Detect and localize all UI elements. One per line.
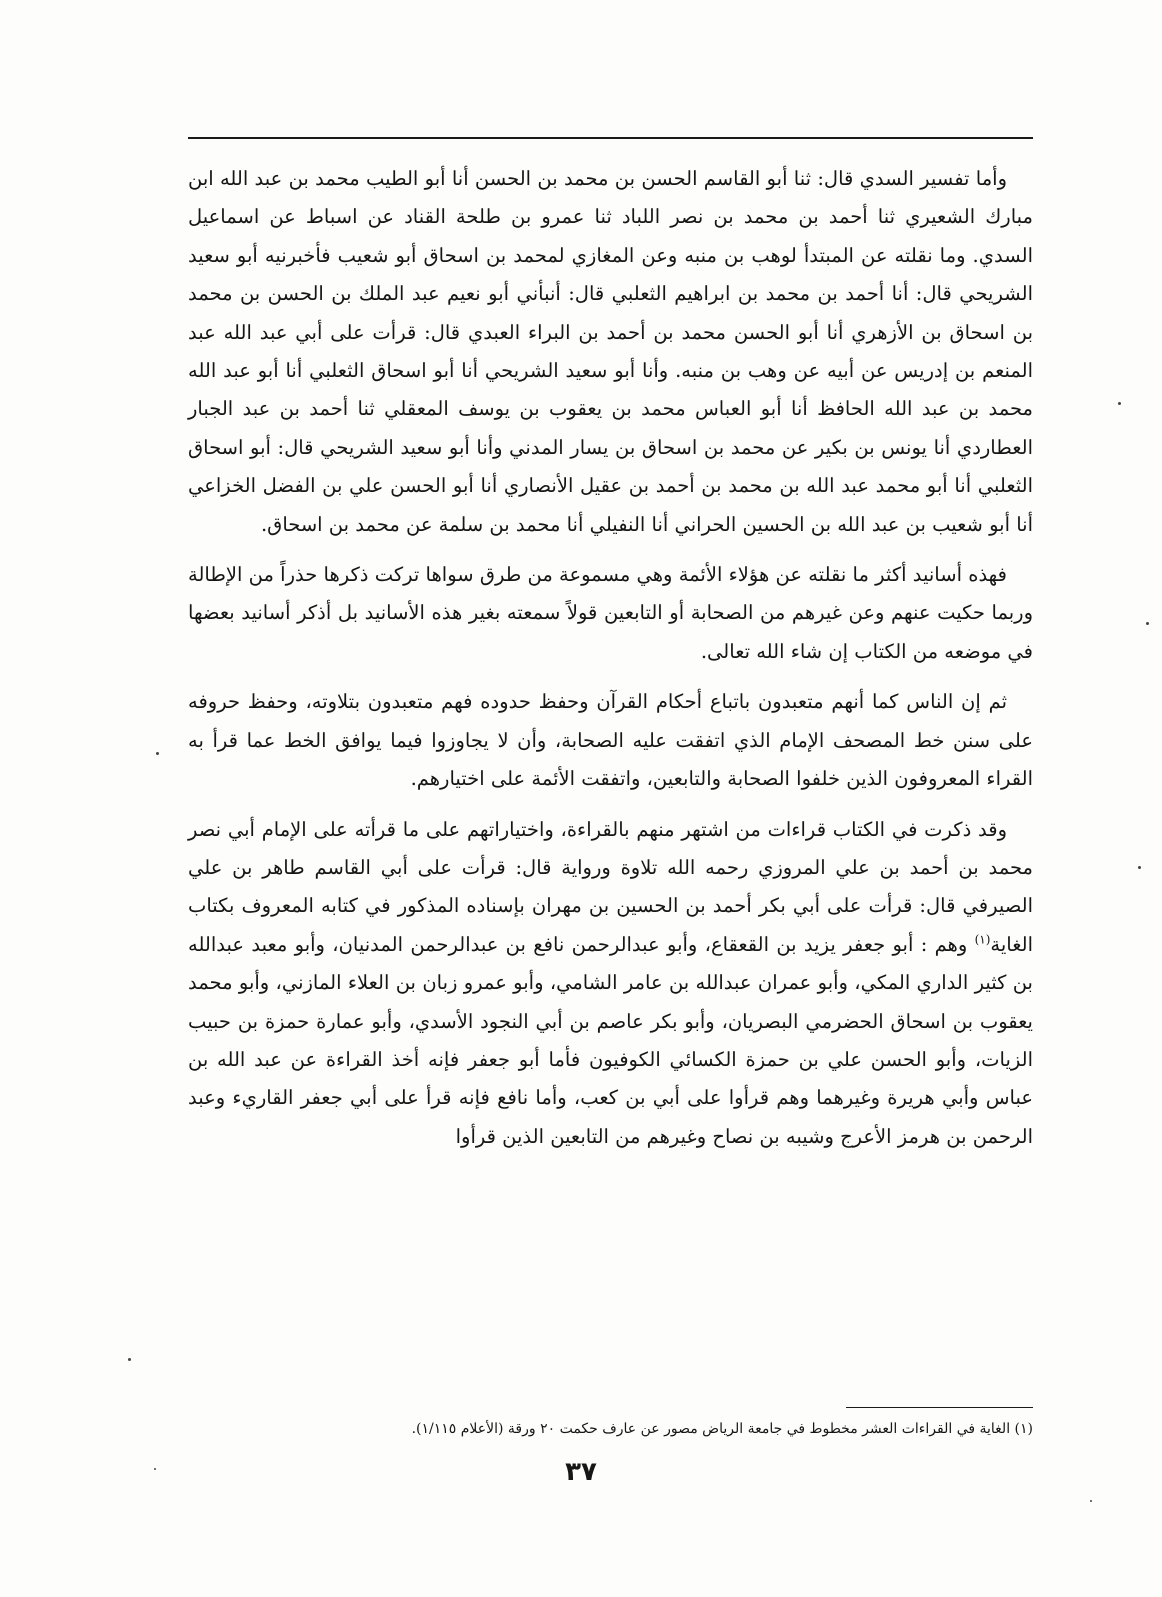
- main-text: [188, 160, 1033, 1156]
- header-rule: [188, 137, 1033, 139]
- page-number: ٣٧: [565, 1457, 597, 1487]
- scan-speck: [1090, 1500, 1092, 1502]
- scan-speck: [1118, 402, 1121, 405]
- paragraph-isnad-suddi: وأما تفسير السدي قال: ثنا أبو القاسم الحسن بن محمد بن الحسن أنا أبو الطيب محمد بن عبد الله ابن مبارك الشعيري ثنا أحمد بن محمد بن نصر اللباد ثنا عمرو بن طلحة القناد عن اسباط عن اسماعيل السدي. وما نقلته عن المبتدأ لوهب بن منبه وعن المغازي لمحمد بن اسحاق أبو شعيب فأخبرنيه أبو سعيد الشريحي قال: أنا أحمد بن محمد بن ابراهيم الثعلبي قال: أنبأني أبو نعيم عبد الملك بن الحسن بن محمد بن اسحاق بن الأزهري أنا أبو الحسن محمد بن أحمد بن البراء العبدي قال: قرأت على أبي عبد الله عبد المنعم بن إدريس عن أبيه عن وهب بن منبه. وأنا أبو سعيد الشريحي أنا أبو اسحاق الثعلبي أنا أبو عبد الله محمد بن عبد الله الحافظ أنا أبو العباس محمد بن يعقوب بن يوسف المعقلي ثنا أحمد بن عبد الجبار العطاردي أنا يونس بن بكير عن محمد بن اسحاق بن يسار المدني وأنا أبو سعيد الشريحي قال: أبو اسحاق الثعلبي أنا أبو محمد عبد الله بن محمد بن أحمد بن عقيل الأنصاري أنا أبو الحسن علي بن الفضل الخزاعي أنا أبو شعيب بن عبد الله بن الحسين الحراني أنا النفيلي أنا محمد بن سلمة عن محمد بن اسحاق.: [188, 167, 1033, 536]
- scan-speck: [156, 752, 159, 755]
- paragraph-qiraat: [188, 811, 1033, 1157]
- paragraph-qiraat-text: وقد ذكرت في الكتاب قراءات من اشتهر منهم بالقراءة، واختياراتهم على ما قرأته على الإمام أبي نصر محمد بن أحمد بن علي المروزي رحمه الله تلاوة ورواية قال: قرأت على أبي القاسم طاهر بن علي الصيرفي قال: قرأت على أبي بكر أحمد بن الحسين بن مهران بإسناده المذكور في كتابه المعروف بكتاب الغاية: [188, 817, 1033, 956]
- paragraph-asanid: فهذه أسانيد أكثر ما نقلته عن هؤلاء الأئمة وهي مسموعة من طرق سواها تركت ذكرها حذراً من الإطالة وربما حكيت عنهم وعن غيرهم من الصحابة أو التابعين قولاً سمعته بغير هذه الأسانيد بل أذكر أسانيد بعضها في موضعه من الكتاب إن شاء الله تعالى.: [188, 563, 1033, 663]
- footnote-rule: [846, 1407, 1033, 1408]
- scan-speck: [1146, 622, 1149, 625]
- footnote: (١) الغاية في القراءات العشر مخطوط في جامعة الرياض مصور عن عارف حكمت ٢٠ ورقة (الأعلام ١/١١٥).: [411, 1421, 1033, 1437]
- paragraph-qiraat-text-continued: وهم : أبو جعفر يزيد بن القعقاع، وأبو عبدالرحمن نافع بن عبدالرحمن المدنيان، وأبو معبد عبدالله بن كثير الداري المكي، وأبو عمران عبدالله بن عامر الشامي، وأبو عمرو زبان بن العلاء المازني، وأبو محمد يعقوب بن اسحاق الحضرمي البصريان، وأبو بكر عاصم بن أبي النجود الأسدي، وأبو عمارة حمزة بن حبيب الزيات، وأبو الحسن علي بن حمزة الكسائي الكوفيون فأما أبو جعفر فإنه أخذ القراءة عن عبد الله بن عباس وأبي هريرة وغيرهما وهم قرأوا على أبي بن كعب، وأما نافع فإنه قرأ على أبي جعفر القاريء وعبد الرحمن بن هرمز الأعرج وشيبه بن نصاح وغيرهم من التابعين الذين قرأوا: [188, 932, 1033, 1148]
- scan-speck: [1138, 866, 1141, 869]
- footnote-reference: (١): [974, 932, 991, 947]
- paragraph-tilawa: ثم إن الناس كما أنهم متعبدون باتباع أحكام القرآن وحفظ حدوده فهم متعبدون بتلاوته، وحفظ حروفه على سنن خط المصحف الإمام الذي اتفقت عليه الصحابة، وأن لا يجاوزوا فيما يوافق الخط عما قرأ به القراء المعروفون الذين خلفوا الصحابة والتابعين، واتفقت الأئمة على اختيارهم.: [188, 690, 1033, 791]
- scan-speck: [128, 1358, 131, 1361]
- scan-speck: [154, 1468, 156, 1470]
